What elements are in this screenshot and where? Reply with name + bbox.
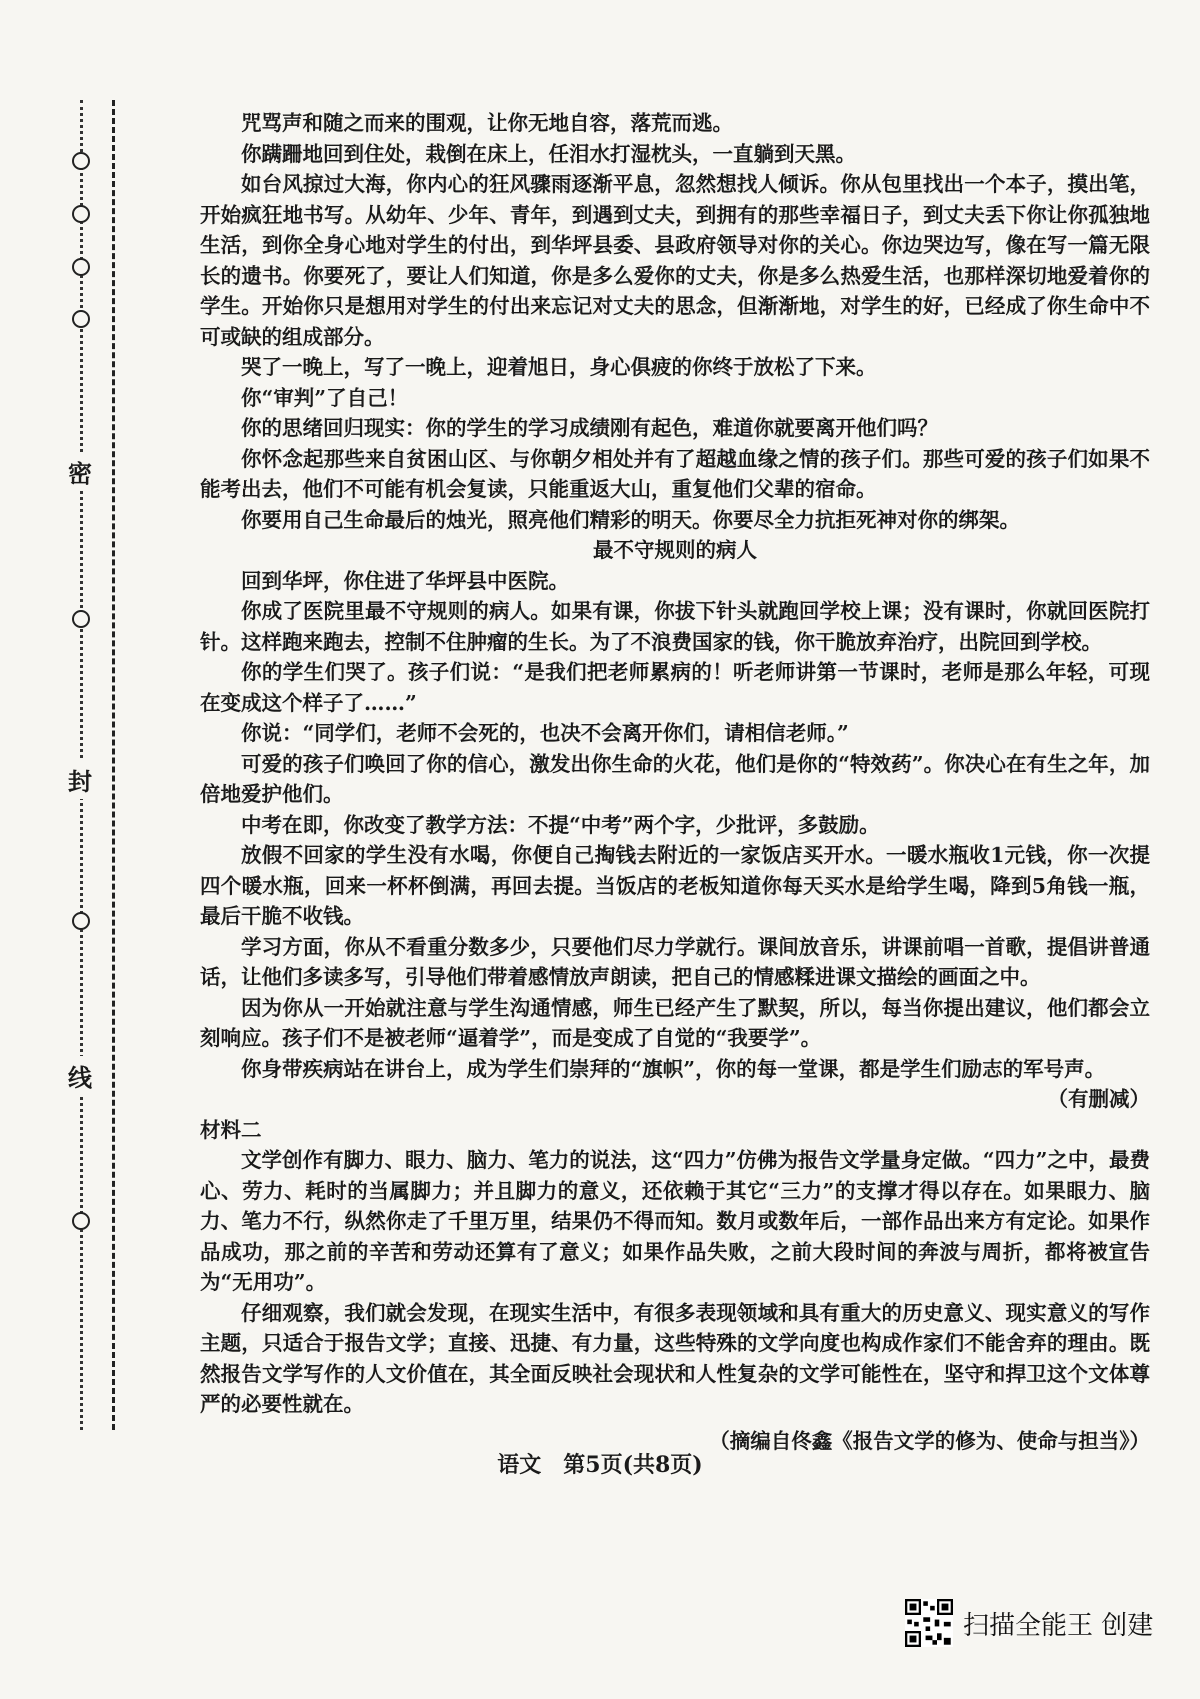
- paragraph: 可爱的孩子们唤回了你的信心，激发出你生命的火花，他们是你的“特效药”。你决心在有生之年，加倍地爱护他们。: [200, 751, 1150, 806]
- material-one-part2: [200, 566, 1150, 1085]
- seal-char-xian: 线: [68, 1056, 92, 1095]
- paragraph: 你身带疾病站在讲台上，成为学生们崇拜的“旗帜”，你的每一堂课，都是学生们励志的军号声。: [241, 1056, 1106, 1081]
- paragraph: 你蹒跚地回到住处，栽倒在床上，任泪水打湿枕头，一直躺到天黑。: [241, 141, 856, 166]
- paragraph: 回到华坪，你住进了华坪县中医院。: [241, 568, 569, 593]
- paragraph: 学习方面，你从不看重分数多少，只要他们尽力学就行。课间放音乐，讲课前唱一首歌，提倡讲普通话，让他们多读多写，引导他们带着感情放声朗读，把自己的情感糅进课文描绘的画面之中。: [200, 934, 1150, 989]
- paragraph: 如台风掠过大海，你内心的狂风骤雨逐渐平息，忽然想找人倾诉。你从包里找出一个本子，摸出笔，开始疯狂地书写。从幼年、少年、青年，到遇到丈夫，到拥有的那些幸福日子，到丈夫丢下你让你孤独地生活，到你全身心地对学生的付出，到华坪县委、县政府领导对你的关心。你边哭边写，像在写一篇无限长的遗书。你要死了，要让人们知道，你是多么爱你的丈夫，你是多么热爱生活，也那样深切地爱着你的学生。开始你只是想用对学生的付出来忘记对丈夫的思念，但渐渐地，对学生的好，已经成了你生命中不可或缺的组成部分。: [200, 172, 1150, 349]
- binding-margin: [0, 0, 150, 1699]
- binding-hole-icon: [72, 1212, 90, 1230]
- source-citation: （摘编自佟鑫《报告文学的修为、使命与担当》）: [709, 1428, 1150, 1453]
- paragraph: 你怀念起那些来自贫困山区、与你朝夕相处并有了超越血缘之情的孩子们。那些可爱的孩子们如果不能考出去，他们不可能有机会复读，只能重返大山，重复他们父辈的宿命。: [200, 446, 1150, 501]
- paragraph: 文学创作有脚力、眼力、脑力、笔力的说法，这“四力”仿佛为报告文学量身定做。“四力”之中，最费心、劳力、耗时的当属脚力；并且脚力的意义，还依赖于其它“三力”的支撑才得以存在。如果眼力、脑力、笔力不行，纵然你走了千里万里，结果仍不得而知。数月或数年后，一部作品出来方有定论。如果作品成功，那之前的辛苦和劳动还算有了意义；如果作品失败，之前大段时间的奔波与周折，都将被宣告为“无用功”。: [200, 1148, 1150, 1294]
- scanner-watermark: [905, 1598, 1175, 1648]
- paragraph: 你要用自己生命最后的烛光，照亮他们精彩的明天。你要尽全力抗拒死神对你的绑架。: [241, 507, 1020, 532]
- paragraph: 中考在即，你改变了教学方法：不提“中考”两个字，少批评，多鼓励。: [241, 812, 880, 837]
- paragraph: 你“审判”了自己！: [241, 385, 409, 410]
- dashed-binding-line: [112, 100, 115, 1430]
- paragraph: 放假不回家的学生没有水喝，你便自己掏钱去附近的一家饭店买开水。一暖水瓶收1元钱，你一次提四个暖水瓶，回来一杯杯倒满，再回去提。当饭店的老板知道你每天买水是给学生喝，降到5角钱一瓶，最后干脆不收钱。: [200, 843, 1150, 928]
- section-title: 最不守规则的病人: [593, 538, 757, 562]
- paragraph: 咒骂声和随之而来的围观，让你无地自容，落荒而逃。: [241, 111, 733, 135]
- page-footer: 语文 第5页(共8页): [497, 1452, 703, 1478]
- seal-char-feng: 封: [68, 760, 92, 799]
- paragraph: 因为你从一开始就注意与学生沟通情感，师生已经产生了默契，所以，每当你提出建议，他们都会立刻响应。孩子们不是被老师“逼着学”，而是变成了自觉的“我要学”。: [200, 995, 1150, 1050]
- paragraph: 你的学生们哭了。孩子们说：“是我们把老师累病的！听老师讲第一节课时，老师是那么年轻，可现在变成这个样子了……”: [200, 660, 1150, 715]
- binding-hole-icon: [72, 310, 90, 328]
- material-two-body: [200, 1145, 1150, 1420]
- deletion-note: （有删减）: [1047, 1087, 1150, 1111]
- paragraph: 仔细观察，我们就会发现，在现实生活中，有很多表现领域和具有重大的历史意义、现实意义的写作主题，只适合于报告文学；直接、迅捷、有力量，这些特殊的文学向度也构成作家们不能舍弃的理由。既然报告文学写作的人文价值在，其全面反映社会现状和人性复杂的文学可能性在，坚守和捍卫这个文体尊严的必要性就在。: [200, 1300, 1150, 1416]
- binding-hole-icon: [72, 258, 90, 276]
- binding-hole-icon: [72, 152, 90, 170]
- paragraph: 你说：“同学们，老师不会死的，也决不会离开你们，请相信老师。”: [241, 721, 849, 745]
- binding-hole-icon: [72, 912, 90, 930]
- paragraph: 你成了医院里最不守规则的病人。如果有课，你拔下针头就跑回学校上课；没有课时，你就回医院打针。这样跑来跑去，控制不住肿瘤的生长。为了不浪费国家的钱，你干脆放弃治疗，出院回到学校。: [200, 599, 1150, 654]
- scanner-label: 扫描全能王 创建: [963, 1610, 1154, 1641]
- binding-hole-icon: [72, 610, 90, 628]
- paragraph: 哭了一晚上，写了一晚上，迎着旭日，身心俱疲的你终于放松了下来。: [241, 355, 877, 379]
- paragraph: 你的思绪回归现实：你的学生的学习成绩刚有起色，难道你就要离开他们吗？: [241, 416, 938, 440]
- binding-hole-icon: [72, 205, 90, 223]
- qr-code-icon: [905, 1599, 953, 1647]
- material-two-title: 材料二: [200, 1117, 262, 1142]
- material-one-part1: [200, 108, 1150, 535]
- seal-char-mi: 密: [68, 452, 92, 491]
- exam-text-body: [200, 108, 1150, 1456]
